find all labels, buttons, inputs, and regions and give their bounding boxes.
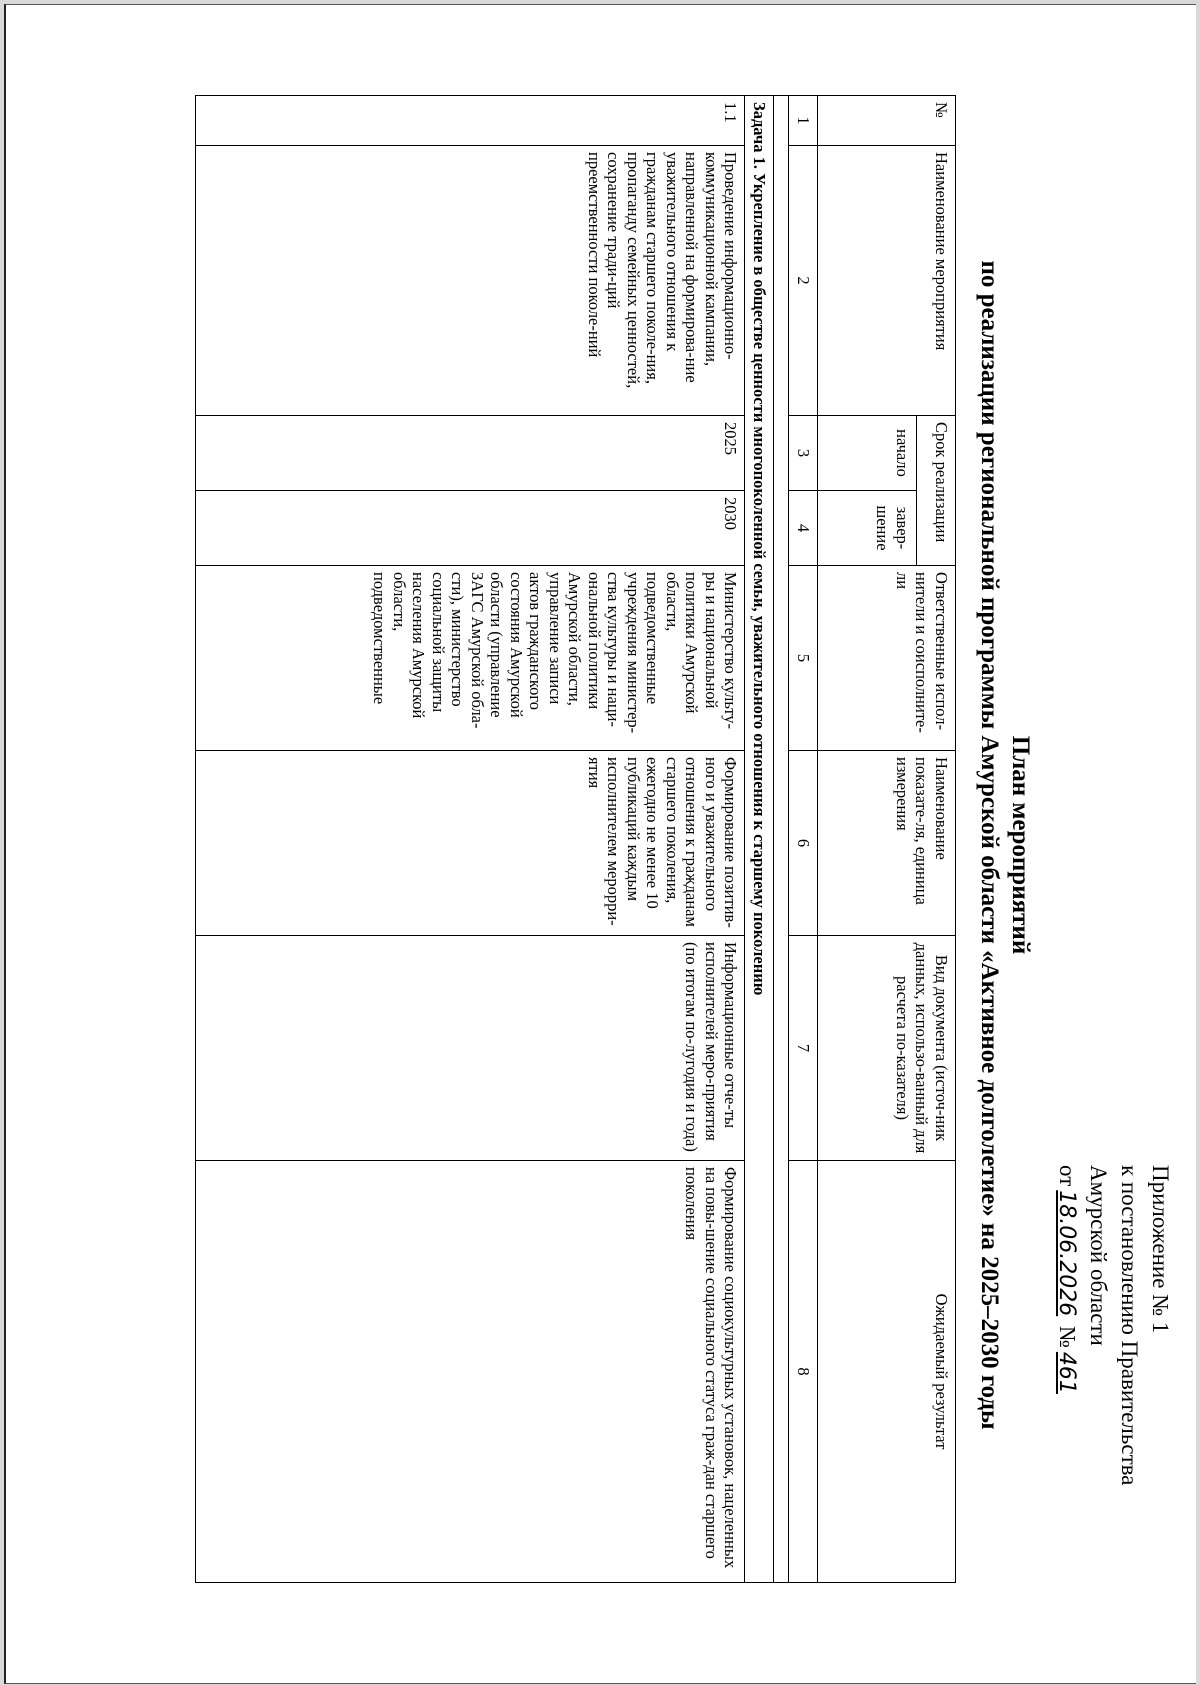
row-result: Формирование социокультурных установок, нацеленных на повы-шение социального статуса граж-дан старшего поколения <box>196 1161 745 1583</box>
column-number: 2 <box>789 146 818 416</box>
header-name: Наименование мероприятия <box>818 146 956 416</box>
plan-table <box>196 95 957 1583</box>
column-number: 1 <box>789 96 818 146</box>
document-page <box>4 4 1196 1684</box>
header-no: № <box>818 96 956 146</box>
column-number: 5 <box>789 566 818 751</box>
title-line-2: по реализации региональной программы Амурской области «Активное долголетие» на 2025–2030 годы <box>976 260 1003 1430</box>
header-responsible: Ответственные испол-нители и соисполните-ли <box>818 566 956 751</box>
header-document: Вид документа (источ-ник данных, использо-ванный для расчета по-казателя) <box>818 936 956 1161</box>
column-number: 6 <box>789 751 818 936</box>
row-responsible: Министерство культу-ры и национальной политики Амурской области, подведомственные учреждения министер-ства культуры и наци-ональной политики Амурской области, управление записи актов гражданского состояния Амурской области (управление ЗАГС Амурской обла-сти), министерство социальной защиты населения Амурской области, подведомственные <box>196 566 745 751</box>
row-indicator: Формирование позитив-ного и уважительного отношения к гражданам старшего поколения, ежегодно не менее 10 публикаций каждым исполнителем мероpри-ятия <box>196 751 745 936</box>
handwritten-number: 461 <box>1054 1351 1079 1394</box>
appendix-line-3: Амурской области <box>1086 1165 1111 1346</box>
row-no: 1.1 <box>196 96 745 146</box>
header-indicator: Наименование показате-ля, единица измерения <box>818 751 956 936</box>
column-number: 7 <box>789 936 818 1161</box>
row-document: Информационные отче-ты исполнителей меро-приятия (по итогам по-лугодия и года) <box>196 936 745 1161</box>
column-number: 4 <box>789 491 818 566</box>
column-number: 8 <box>789 1161 818 1583</box>
spacer-row <box>774 96 789 1583</box>
header-result: Ожидаемый результат <box>818 1161 956 1583</box>
number-label: № <box>1055 1325 1080 1348</box>
appendix-header <box>1051 1165 1176 1595</box>
appendix-date-line <box>1051 1165 1083 1595</box>
document-title <box>974 85 1036 1605</box>
header-end: завер-шение <box>818 491 917 566</box>
row-start: 2025 <box>196 416 745 491</box>
header-period: Срок реализации <box>917 416 956 566</box>
title-line-1: План мероприятий <box>1007 735 1034 955</box>
from-label: от <box>1055 1165 1080 1187</box>
column-number: 3 <box>789 416 818 491</box>
header-start: начало <box>818 416 917 491</box>
appendix-line-2: к постановлению Правительства <box>1117 1165 1142 1486</box>
row-name: Проведение информационно-коммуникационной кампании, направленной на формирова-ние уважительного отношения к гражданам старшего поколе-ния, пропаганду семейных ценностей, сохранение тради-ций преемственности поколе-ний <box>196 146 745 416</box>
task-heading: Задача 1. Укрепление в обществе ценности многопоколенной семьи, уважительного отношения к старшему поколению <box>745 96 774 1583</box>
handwritten-date: 18.06.2026 <box>1054 1190 1079 1317</box>
task-row <box>745 96 774 1583</box>
column-numbers-row <box>789 96 818 1583</box>
header-row <box>917 96 956 1583</box>
appendix-line-1: Приложение № 1 <box>1148 1165 1173 1334</box>
table-row <box>196 96 745 1583</box>
rotated-page-content <box>71 85 1200 1605</box>
row-end: 2030 <box>196 491 745 566</box>
